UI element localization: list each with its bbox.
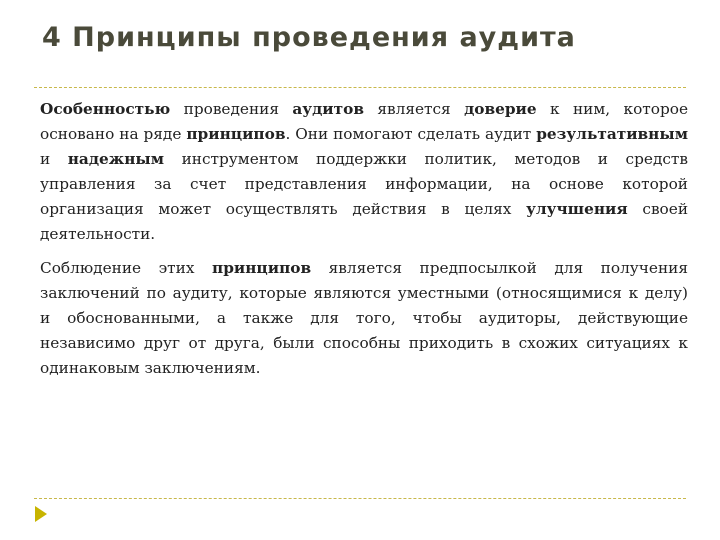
text-run: . Они помогают сделать аудит [285,125,537,143]
text-run: своей деятельности. [40,200,689,243]
bold-term: аудитов [292,100,364,118]
bold-term: надежным [67,150,165,168]
bold-term: Особенностью [40,100,171,118]
bold-term: принципов [212,259,312,277]
paragraph-1 [40,97,688,247]
text-run: является [363,100,465,118]
text-run: является предпосылкой для получения заключений по аудиту, которые являются уместными (относящимися к делу) и обоснованными, а также для того, чтобы аудиторы, действующие независимо друг от друга, были способны приходить в схожих ситуациях к одинаковым заключениям. [40,259,689,377]
text-run: к ним, которое основано на ряде [40,100,689,143]
slide-body [40,97,688,390]
bold-term: принципов [186,125,286,143]
bottom-divider [34,498,686,499]
paragraph-2 [40,256,688,381]
top-divider [34,87,686,88]
slide-title: 4 Принципы проведения аудита [42,22,576,53]
bold-term: улучшения [526,200,628,218]
bold-term: доверие [464,100,537,118]
text-run: проведения [170,100,293,118]
bold-term: результативным [536,125,688,143]
text-run: Соблюдение этих [40,259,212,277]
text-run: и [40,150,68,168]
triangle-arrow-icon [35,506,47,522]
text-run: инструментом поддержки политик, методов и средств управления за счет представления информации, на основе которой организация может осуществлять действия в целях [40,150,689,218]
